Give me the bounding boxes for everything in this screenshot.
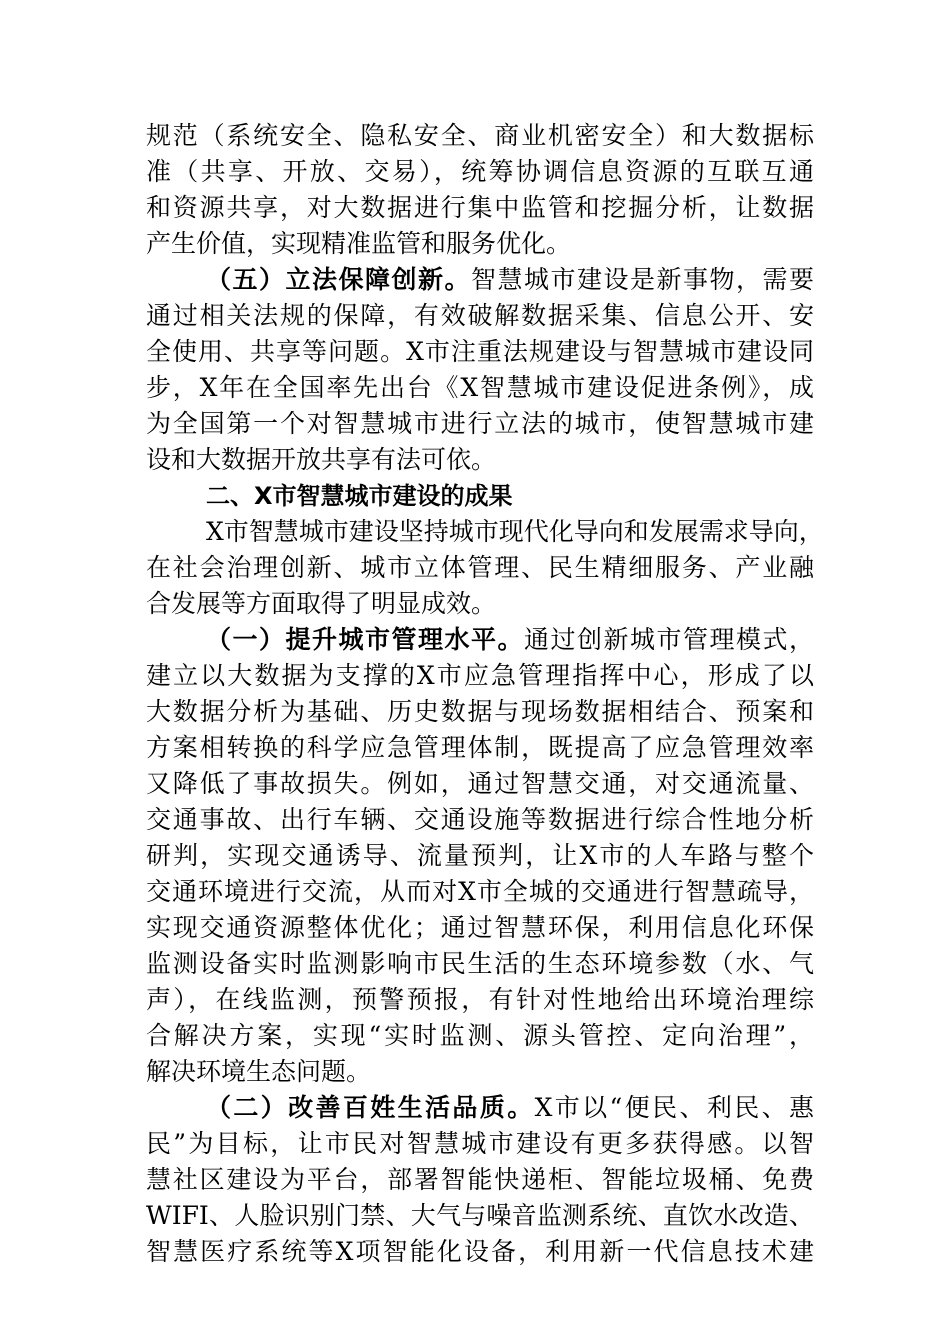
- paragraph-4-line-12: 合解决方案，实现“实时监测、源头管控、定向治理”，: [146, 1021, 814, 1050]
- paragraph-4-line-4: 方案相转换的科学应急管理体制，既提高了应急管理效率: [146, 733, 814, 762]
- paragraph-4-line-7: 研判，实现交通诱导、流量预判，让X市的人车路与整个: [146, 841, 814, 870]
- paragraph-4-line-2: 建立以大数据为支撑的X市应急管理指挥中心，形成了以: [146, 661, 814, 690]
- paragraph-5-line-1-text: X市以“便民、利民、惠: [534, 1093, 814, 1122]
- paragraph-2-lead: （五）立法保障创新。: [206, 265, 471, 294]
- paragraph-4-line-1-text: 通过创新城市管理模式，: [523, 625, 814, 654]
- paragraph-1-line-3: 和资源共享，对大数据进行集中监管和挖掘分析，让数据: [146, 193, 814, 222]
- paragraph-5-line-3: 慧社区建设为平台，部署智能快递柜、智能垃圾桶、免费: [146, 1165, 814, 1194]
- paragraph-4-line-5: 又降低了事故损失。例如，通过智慧交通，对交通流量、: [146, 769, 814, 798]
- paragraph-2-line-5: 为全国第一个对智慧城市进行立法的城市，使智慧城市建: [146, 409, 814, 438]
- paragraph-5-line-4: WIFI、人脸识别门禁、大气与噪音监测系统、直饮水改造、: [146, 1201, 814, 1230]
- paragraph-5-line-2: 民”为目标，让市民对智慧城市建设有更多获得感。以智: [146, 1129, 814, 1158]
- paragraph-1-line-1: 规范（系统安全、隐私安全、商业机密安全）和大数据标: [146, 121, 814, 150]
- paragraph-4-line-3: 大数据分析为基础、历史数据与现场数据相结合、预案和: [146, 697, 814, 726]
- paragraph-3-line-1: X市智慧城市建设坚持城市现代化导向和发展需求导向，: [206, 517, 824, 546]
- paragraph-3-line-2: 在社会治理创新、城市立体管理、民生精细服务、产业融: [146, 553, 814, 582]
- paragraph-1-line-4: 产生价值，实现精准监管和服务优化。: [146, 229, 572, 258]
- paragraph-2-line-3: 全使用、共享等问题。X市注重法规建设与智慧城市建设同: [146, 337, 814, 366]
- paragraph-1-line-2: 准（共享、开放、交易），统筹协调信息资源的互联互通: [146, 157, 814, 186]
- paragraph-4-lead: （一）提升城市管理水平。: [206, 625, 524, 654]
- paragraph-2-line-2: 通过相关法规的保障，有效破解数据采集、信息公开、安: [146, 301, 814, 330]
- paragraph-5-line-1: [206, 1090, 814, 1126]
- paragraph-4-line-6: 交通事故、出行车辆、交通设施等数据进行综合性地分析: [146, 805, 814, 834]
- paragraph-5-lead: （二）改善百姓生活品质。: [206, 1093, 535, 1122]
- section-heading: 二、X市智慧城市建设的成果: [206, 482, 513, 510]
- paragraph-4-line-9: 实现交通资源整体优化；通过智慧环保，利用信息化环保: [146, 913, 814, 942]
- paragraph-2-line-4: 步，X年在全国率先出台《X智慧城市建设促进条例》，成: [146, 373, 814, 402]
- paragraph-4-line-10: 监测设备实时监测影响市民生活的生态环境参数（水、气: [146, 949, 814, 978]
- paragraph-2-line-1: [206, 262, 814, 298]
- paragraph-2-line-6: 设和大数据开放共享有法可依。: [146, 445, 497, 474]
- paragraph-4-line-11: 声），在线监测，预警预报，有针对性地给出环境治理综: [146, 985, 814, 1014]
- paragraph-2-line-1-text: 智慧城市建设是新事物，需要: [471, 265, 814, 294]
- paragraph-3-line-3: 合发展等方面取得了明显成效。: [146, 589, 497, 618]
- paragraph-5-line-5: 智慧医疗系统等X项智能化设备，利用新一代信息技术建: [146, 1237, 814, 1266]
- paragraph-4-line-13: 解决环境生态问题。: [146, 1057, 372, 1086]
- paragraph-4-line-1: [206, 622, 814, 658]
- paragraph-4-line-8: 交通环境进行交流，从而对X市全城的交通进行智慧疏导，: [146, 877, 814, 906]
